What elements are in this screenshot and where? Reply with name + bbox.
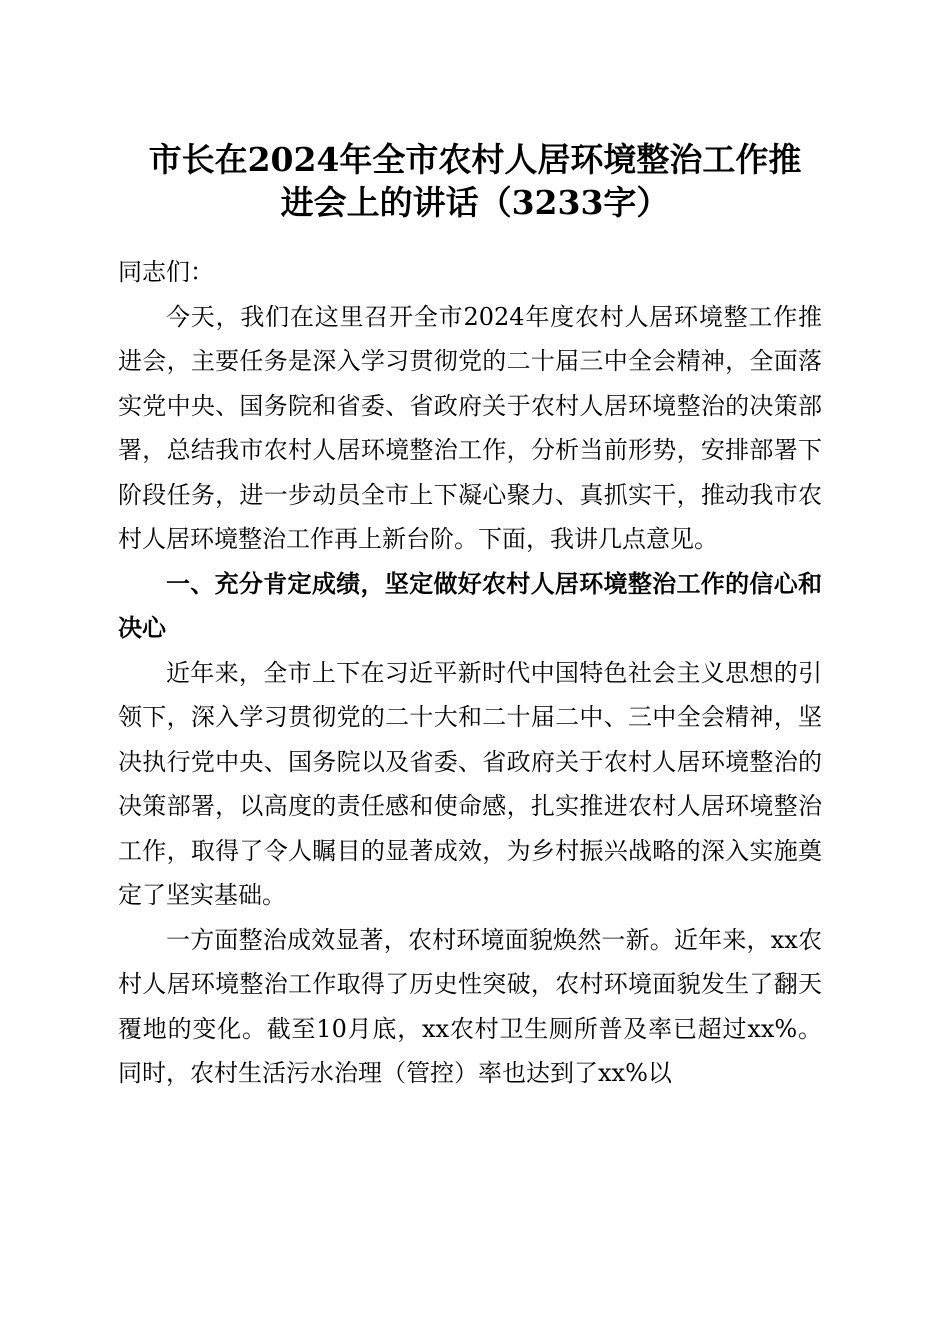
section-heading-1: 一、充分肯定成绩，坚定做好农村人居环境整治工作的信心和决心: [118, 569, 822, 642]
paragraph-results: 一方面整治成效显著，农村环境面貌焕然一新。近年来，xx农村人居环境整治工作取得了历史性突破，农村环境面貌发生了翻天覆地的变化。截至10月底，xx农村卫生厕所普及率已超过xx%。同时，农村生活污水治理（管控）率也达到了xx%以: [118, 925, 822, 1087]
paragraph-achievements: 近年来，全市上下在习近平新时代中国特色社会主义思想的引领下，深入学习贯彻党的二十大和二十届二中、三中全会精神，坚决执行党中央、国务院以及省委、省政府关于农村人居环境整治的决策部署，以高度的责任感和使命感，扎实推进农村人居环境整治工作，取得了令人瞩目的显著成效，为乡村振兴战略的深入实施奠定了坚实基础。: [118, 658, 822, 909]
document-body: [118, 250, 822, 1096]
salutation: 同志们：: [118, 258, 214, 286]
document-title: [100, 138, 850, 224]
paragraph-intro: 今天，我们在这里召开全市2024年度农村人居环境整工作推进会，主要任务是深入学习贯彻党的二十届三中全会精神，全面落实党中央、国务院和省委、省政府关于农村人居环境整治的决策部署，总结我市农村人居环境整治工作，分析当前形势，安排部署下阶段任务，进一步动员全市上下凝心聚力、真抓实干，推动我市农村人居环境整治工作再上新台阶。下面，我讲几点意见。: [118, 302, 822, 553]
title-line-1: 市长在2024年全市农村人居环境整治工作推: [148, 140, 802, 179]
title-line-2: 进会上的讲话（3233字）: [280, 183, 670, 222]
